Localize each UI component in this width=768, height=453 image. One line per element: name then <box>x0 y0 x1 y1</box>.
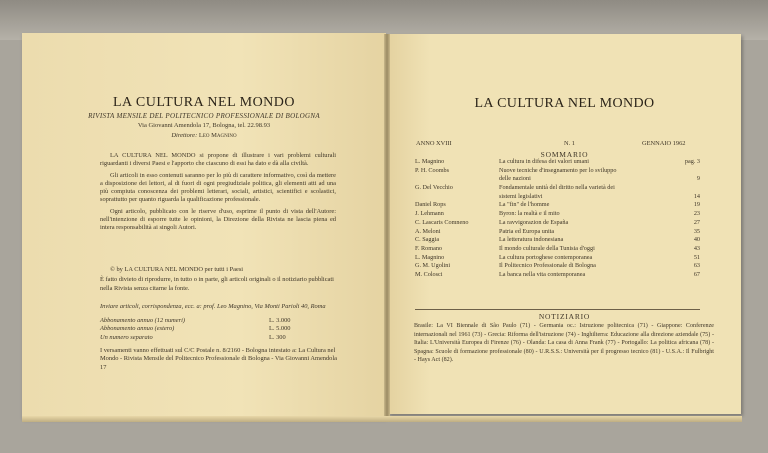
toc-title: Nuove tecniche d'insegnamento per lo sviluppo <box>499 166 617 174</box>
toc-entry <box>415 193 700 202</box>
toc-author: L. Magnino <box>415 158 445 165</box>
price-value: L. 5.000 <box>269 325 291 333</box>
toc-entry <box>415 236 700 245</box>
price-table <box>100 317 294 342</box>
book-spine <box>384 34 390 418</box>
toc-entry <box>415 201 700 210</box>
toc-title: La "fin" de l'homme <box>499 201 550 209</box>
toc-author: A. Meloni <box>415 227 441 235</box>
price-value: L. 3.000 <box>269 317 291 324</box>
toc-page: 19 <box>693 201 700 209</box>
issue-date: GENNAIO 1962 <box>642 140 686 147</box>
intro-text <box>100 152 336 236</box>
toc-title: La letteratura indonesiana <box>499 236 564 244</box>
toc-entry <box>415 271 700 280</box>
copyright-line: © by LA CULTURA NEL MONDO per tutti i Paesi <box>110 266 244 273</box>
price-value: L. 300 <box>269 333 286 341</box>
toc-page: 40 <box>693 236 700 244</box>
sommario-heading: SOMMARIO <box>540 150 589 159</box>
toc-entry <box>415 184 700 193</box>
right-page-title: LA CULTURA NEL MONDO <box>474 96 655 111</box>
toc-author: C. Saggia <box>415 236 440 244</box>
toc-entry <box>415 262 700 271</box>
toc-entry <box>415 167 700 176</box>
toc-author: P. H. Coombs <box>415 166 450 174</box>
price-row <box>100 325 294 333</box>
send-note: Inviare articoli, corrispondenza, ecc. a: prof. Leo Magnino, Via Monti Parioli 40, Roma <box>100 303 326 310</box>
toc-entry <box>415 210 700 219</box>
toc-title: delle nazioni <box>499 175 531 183</box>
toc-page: 63 <box>693 262 700 270</box>
toc-author: M. Colosci <box>415 270 443 278</box>
toc-page: 14 <box>693 192 700 200</box>
reproduction-notice: È fatto divieto di riprodurre, in tutto o in parte, gli articoli originali o il notiziario pubblicati nella Rivista senza citarne la fonte. <box>100 276 334 292</box>
notiziario-text: Brasile: La VI Biennale di São Paulo (71) - Germania oc.: Istruzione politecnica (71) - Giappone: Conferenze internazionali nel 1961 (73) - Grecia: Riforma dell'istruzione (74) - Inghilterra: Educazione alla direzione aziendale (75) - Italia: L'Università Europea di Firenze (76) - Olanda: La casa di Anna Frank (77) - Portogallo: La politica africana (78) - Spagna: Scuole di formazione professionale (80) - U.R.S.S.: Università per il progresso tecnico (81) - U.S.A.: Il Fulbright - Hays Act (82). <box>414 323 714 364</box>
divider <box>415 309 700 310</box>
toc-entry <box>415 228 700 237</box>
toc-page: 51 <box>693 253 700 261</box>
toc-author: F. Romano <box>415 244 443 252</box>
payment-info: I versamenti vanno effettuati sul C/C Postale n. 8/2160 - Bologna intestato a: La Cultura nel Mondo - Rivista Mensile del Politecnico Professionale di Bologna - Via Giovanni Amendola 17 <box>100 347 337 371</box>
intro-paragraph: LA CULTURA NEL MONDO si propone di illustrare i vari problemi culturali riguardanti i diversi Paesi e l'apporto che ciascuno di essi ha dato e dà alla civiltà. <box>100 152 336 168</box>
toc-entry <box>415 245 700 254</box>
toc-title: Fondamentale unità del diritto nella varietà dei <box>499 184 615 192</box>
toc-page: 27 <box>693 218 700 226</box>
intro-paragraph: Ogni articolo, pubblicato con le riserve d'uso, esprime il punto di vista dell'Autore: nell'intenzione di esporre tutte le opinioni, la Direzione della Rivista ne lascia piena ed intera responsabilità ai singoli Autori. <box>100 207 336 232</box>
toc-title: La banca nella vita contemporanea <box>499 270 586 278</box>
left-page <box>22 33 386 418</box>
issue-year: ANNO XVIII <box>416 140 452 147</box>
toc-title: La ravvigorazion de España <box>499 218 569 226</box>
toc-page: 35 <box>693 227 700 235</box>
page-edge <box>22 416 742 422</box>
issue-number: N. 1 <box>564 140 576 147</box>
left-page-address: Via Giovanni Amendola 17, Bologna, tel. 22.98.93 <box>137 122 271 129</box>
toc-author: Daniel Rops <box>415 201 446 209</box>
toc-title: Il mondo culturale della Tunisia d'oggi <box>499 244 595 252</box>
toc-page: 67 <box>693 270 700 278</box>
left-page-subtitle: RIVISTA MENSILE DEL POLITECNICO PROFESSIONALE DI BOLOGNA <box>88 112 320 120</box>
toc-page: 43 <box>693 244 700 252</box>
toc-author: G. M. Ugolini <box>415 262 451 270</box>
left-page-title: LA CULTURA NEL MONDO <box>112 95 296 110</box>
price-label: Un numero separato <box>100 333 153 341</box>
toc-title: Byron: la realtà e il mito <box>499 210 560 218</box>
copyright-block <box>100 266 336 295</box>
toc-author: L. Magnino <box>415 253 445 261</box>
toc-page: pag. 3 <box>684 158 700 165</box>
toc-entry <box>415 175 700 184</box>
price-row <box>100 334 294 342</box>
toc-entry <box>415 254 700 263</box>
toc-title: Il Politecnico Professionale di Bologna <box>499 262 596 270</box>
toc-page: 9 <box>696 175 700 183</box>
toc-entry <box>415 219 700 228</box>
table-of-contents <box>415 158 700 280</box>
director-line <box>22 132 386 139</box>
price-label: Abbonamento annuo (12 numeri) <box>100 317 186 324</box>
toc-title: Patria ed Europa unita <box>499 227 555 235</box>
toc-author: G. Del Vecchio <box>415 184 453 192</box>
toc-entry <box>415 158 700 167</box>
toc-author: C. Lascaris Comneno <box>415 218 469 226</box>
toc-title: La cultura in difesa dei valori umani <box>499 158 590 165</box>
toc-page: 23 <box>693 210 700 218</box>
director-label: Direttore: <box>171 132 198 139</box>
right-page <box>388 34 741 414</box>
director-name: Leo Magnino <box>198 132 237 139</box>
toc-title: sistemi legislativi <box>499 192 543 200</box>
price-row <box>100 317 294 325</box>
toc-title: La cultura portoghese contemporanea <box>499 253 593 261</box>
price-label: Abbonamento annuo (estero) <box>100 325 175 333</box>
notiziario-heading: NOTIZIARIO <box>538 312 591 321</box>
toc-author: J. Lehmann <box>415 210 444 218</box>
intro-paragraph: Gli articoli in esso contenuti saranno per lo più di carattere informativo, così da mettere a disposizione dei lettori, al di fuori di ogni pregiudiziale politica, gli elementi atti ad una più compiuta conoscenza dei problemi letterari, sociali, artistici, scientifici e scolastici, soprattutto per quanto riguarda la qualificazione professionale. <box>100 171 336 204</box>
